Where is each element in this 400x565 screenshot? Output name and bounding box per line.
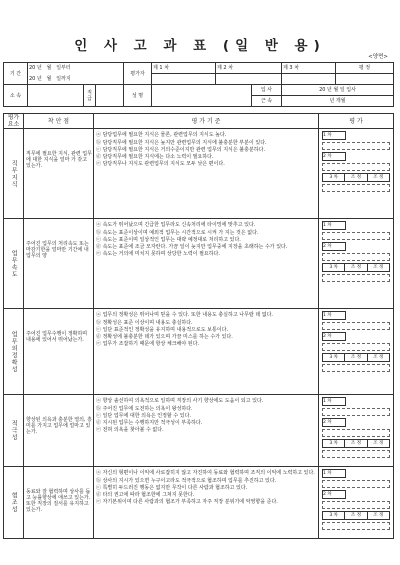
eval-focus: 직무에 필요한 지식, 관련 업무에 대한 지식을 얼마 가 갖고 있는가. <box>24 129 94 219</box>
score-adjust[interactable]: 조 정 <box>345 354 367 361</box>
eval-element: 협조성 <box>4 467 24 539</box>
header-table <box>3 62 394 107</box>
score-adjust[interactable]: 조 정 <box>345 264 367 271</box>
score-first[interactable]: 1 차 <box>322 397 346 406</box>
score-adjust[interactable]: 조 정 <box>373 265 384 271</box>
eval-row <box>4 129 394 219</box>
dept-value[interactable] <box>28 85 84 107</box>
service-label: 근 속 <box>252 96 282 107</box>
score-second-input[interactable] <box>322 163 390 171</box>
eval-element: 업무의정확성 <box>4 309 24 395</box>
criteria-item: ⓒ 일단 표준적인 정확성을 유지하며 내용적으로도 보통이다. <box>96 326 229 333</box>
criteria-item: ⓐ 담당업무에 필요한 지식은 물론, 관련업무의 지식도 높다. <box>96 132 227 139</box>
form-title: 인 사 고 과 표 (일 반 용) <box>74 38 326 54</box>
to-suffix: 일까지 <box>56 75 71 82</box>
to-year: 20 년 <box>29 75 42 82</box>
eval-row <box>4 467 394 539</box>
criteria-item: ⓓ 정확성에 불충분한 데가 있으며 가끔 미스를 하는 수가 있다. <box>96 333 233 340</box>
criteria-item: ⓑ 주어진 업무에 도전하는 의욕이 왕성하다. <box>96 405 193 412</box>
dept-label: 소 속 <box>4 85 28 107</box>
evaluator-second-sign[interactable] <box>216 74 282 85</box>
score-second[interactable]: 2 차 <box>322 332 346 341</box>
score-second[interactable]: 2 차 <box>322 242 346 251</box>
eval-score[interactable] <box>319 309 394 395</box>
eval-focus: 동료와 잘 협력하며 상사를 돕고 능률향상에 애쓰고 있는가. 또한 직장의 질서를 유지하고 있는가. <box>24 467 94 539</box>
name-value[interactable] <box>152 85 252 107</box>
score-first-input[interactable] <box>322 232 390 240</box>
score-final-input[interactable] <box>322 184 390 192</box>
score-first[interactable]: 1 차 <box>322 311 346 320</box>
eval-score[interactable] <box>319 467 394 539</box>
criteria-item: ⓑ 담당직무에 필요한 지식은 높지만 관련업무의 지식에 불충분한 부분이 있다. <box>96 139 267 146</box>
criteria-item: ⓐ 속도가 뛰어났으며 긴급한 업무라도 신속처리에 타이밍에 맞추고 있다. <box>96 222 256 229</box>
score-adjust[interactable]: 조 정 <box>373 441 384 447</box>
criteria-item: ⓐ 향상 솔선하여 의욕적으로 일하며 직장의 사기 향상에도 도움이 되고 있다. <box>96 398 264 405</box>
criteria-item: ⓒ 속도는 표준이며 일상적인 업무는 대략 예정대로 처리하고 있다. <box>96 236 241 243</box>
criteria-item: ⓔ 업무가 조잡하기 때문에 항상 체크해야 된다. <box>96 341 200 348</box>
score-first[interactable]: 1 차 <box>322 131 346 140</box>
score-second[interactable]: 2 차 <box>322 152 346 161</box>
eval-element: 업무속도 <box>4 219 24 309</box>
from-month: 월 <box>46 65 52 72</box>
score-first-input[interactable] <box>322 408 390 416</box>
eval-score[interactable] <box>319 219 394 309</box>
period-label: 기 간 <box>4 63 28 85</box>
score-split <box>322 511 390 520</box>
eval-row <box>4 395 394 467</box>
grade-label: 평 정 <box>336 63 394 74</box>
score-second-input[interactable] <box>322 501 390 509</box>
col-element: 평가요소 <box>4 114 24 129</box>
score-adjust[interactable]: 조 정 <box>345 512 367 519</box>
criteria-item: ⓔ 담당직무나 지식도 관련업무의 지식도 모두 낮은 편이다. <box>96 161 225 168</box>
score-adjust[interactable]: 조 정 <box>345 440 367 447</box>
evaluator-third[interactable]: 제 3 차 <box>282 63 336 74</box>
criteria-item: ⓒ 특별히 두드러진 행동은 없지만 무작이 다른 사람과 협조하고 있다. <box>96 484 248 491</box>
criteria-item: ⓑ 정확성은 표준 이상이며 내용도 충실하다. <box>96 319 193 326</box>
criteria-item: ⓒ 담당직무에 필요한 지식은 거의수준이지만 관련 업무의 지식은 불충분하다. <box>96 146 266 153</box>
score-split <box>322 173 390 182</box>
col-focus: 착 안 점 <box>24 114 94 129</box>
score-adjust[interactable]: 조 정 <box>373 355 384 361</box>
period-from[interactable] <box>28 63 124 74</box>
score-split <box>322 263 390 272</box>
evaluator-first-sign[interactable] <box>152 74 216 85</box>
score-first-input[interactable] <box>322 142 390 150</box>
eval-row <box>4 219 394 309</box>
criteria-item: ⓑ 상사의 지시가 있으면 누구이고라도 적극적으로 협조하며 업무를 추진하고 있다. <box>96 477 277 484</box>
score-second[interactable]: 2 차 <box>322 490 346 499</box>
score-third[interactable]: 3 차 <box>323 440 345 447</box>
eval-element: 직무지식 <box>4 129 24 219</box>
score-first[interactable]: 1 차 <box>322 469 346 478</box>
criteria-item: ⓓ 속도는 표준에 조금 모자란다. 가끔 일이 늦지만 업무중에 지장을 초래하는 수가 있다. <box>96 243 288 250</box>
grade-value[interactable] <box>336 74 394 85</box>
eval-criteria <box>94 129 319 219</box>
score-third[interactable]: 3 차 <box>323 512 345 519</box>
score-split <box>322 439 390 448</box>
score-final-input[interactable] <box>322 274 390 282</box>
criteria-item: ⓓ 지시된 업무는 수행하지만 적극성이 부족하다. <box>96 419 203 426</box>
score-first-input[interactable] <box>322 480 390 488</box>
eval-element: 적극성 <box>4 395 24 467</box>
hire-value[interactable]: 20 년 월 일 입사 <box>282 85 394 96</box>
period-to[interactable] <box>28 74 124 85</box>
hire-label: 입 사 <box>252 85 282 96</box>
criteria-item: ⓔ 자기본위이며 다른 사람과의 협조가 부족하고 자주 직장 분위기에 악영향을 준다. <box>96 499 278 506</box>
evaluator-second[interactable]: 제 2 차 <box>216 63 282 74</box>
criteria-item: ⓐ 업무의 정확성은 뛰어나며 믿을 수 있다. 또한 내용도 충실하고 나무랄 데 없다. <box>96 312 273 319</box>
score-second[interactable]: 2 차 <box>322 418 346 427</box>
eval-row <box>4 309 394 395</box>
criteria-item: ⓒ 일단 업무에 대한 의욕은 인정할 수 있다. <box>96 412 191 419</box>
rank-label: 직 급 <box>84 85 96 107</box>
score-final-input[interactable] <box>322 450 390 458</box>
evaluator-label: 평가자 <box>124 63 152 85</box>
score-split <box>322 353 390 362</box>
name-label: 성 명 <box>124 85 152 107</box>
score-first[interactable]: 1 차 <box>322 221 346 230</box>
col-score: 평 가 <box>319 114 394 129</box>
score-final-input[interactable] <box>322 364 390 372</box>
eval-criteria <box>94 309 319 395</box>
eval-score[interactable] <box>319 129 394 219</box>
rank-value[interactable] <box>96 85 124 107</box>
criteria-item: ⓔ 속도는 거의에 미치지 못하며 상당한 노력이 필요하다. <box>96 251 220 258</box>
score-second-input[interactable] <box>322 253 390 261</box>
criteria-item: ⓐ 자신의 형편이나 이익에 사로잡히지 않고 자진하여 동료와 협력하며 조직의 이익에 노력하고 있다. <box>96 470 315 477</box>
criteria-item: ⓔ 전혀 의욕을 찾아볼 수 없다. <box>96 427 164 434</box>
score-third[interactable]: 3 차 <box>323 354 345 361</box>
form-tag: <양면> <box>368 54 388 60</box>
score-adjust[interactable]: 조 정 <box>373 513 384 519</box>
score-second-input[interactable] <box>322 343 390 351</box>
evaluator-first[interactable]: 제 1 차 <box>152 63 216 74</box>
col-criteria: 평 가 기 준 <box>94 114 319 129</box>
criteria-item: ⓓ 타의 권고에 따라 협조한에 그쳐지 못한다. <box>96 491 195 498</box>
criteria-item: ⓑ 속도는 표준이상이며 예외적 업무는 시간적으로 시켜 가 지는 것은 없다. <box>96 229 259 236</box>
score-third[interactable]: 3 차 <box>323 174 345 181</box>
eval-criteria <box>94 219 319 309</box>
score-second-input[interactable] <box>322 429 390 437</box>
score-first-input[interactable] <box>322 322 390 330</box>
service-value[interactable]: 년 개월 <box>282 96 394 107</box>
to-month: 월 <box>46 75 52 82</box>
evaluator-third-sign[interactable] <box>282 74 336 85</box>
eval-criteria <box>94 395 319 467</box>
score-adjust[interactable]: 조 정 <box>373 175 384 181</box>
eval-criteria <box>94 467 319 539</box>
from-year: 20 년 <box>29 65 42 72</box>
score-adjust[interactable]: 조 정 <box>345 174 367 181</box>
score-third[interactable]: 3 차 <box>323 264 345 271</box>
eval-score[interactable] <box>319 395 394 467</box>
evaluation-table <box>3 113 394 539</box>
eval-focus: 주어진 업무수행이 정확하며 내용에 있어서 뛰어났는가. <box>24 309 94 395</box>
eval-focus: 향상된 의욕과 충분한 열의, 흥미를 가지고 업무에 얼마고 있는가. <box>24 395 94 467</box>
score-final-input[interactable] <box>322 522 390 530</box>
criteria-item: ⓓ 담당직무에 필요한 지식에는 다소 노력이 필요하다. <box>96 153 214 160</box>
eval-focus: 주어진 업무의 처리속도 또는 마감기한을 얼마만 기간에 내 업무의 양 <box>24 219 94 309</box>
from-suffix: 일부터 <box>56 65 71 72</box>
